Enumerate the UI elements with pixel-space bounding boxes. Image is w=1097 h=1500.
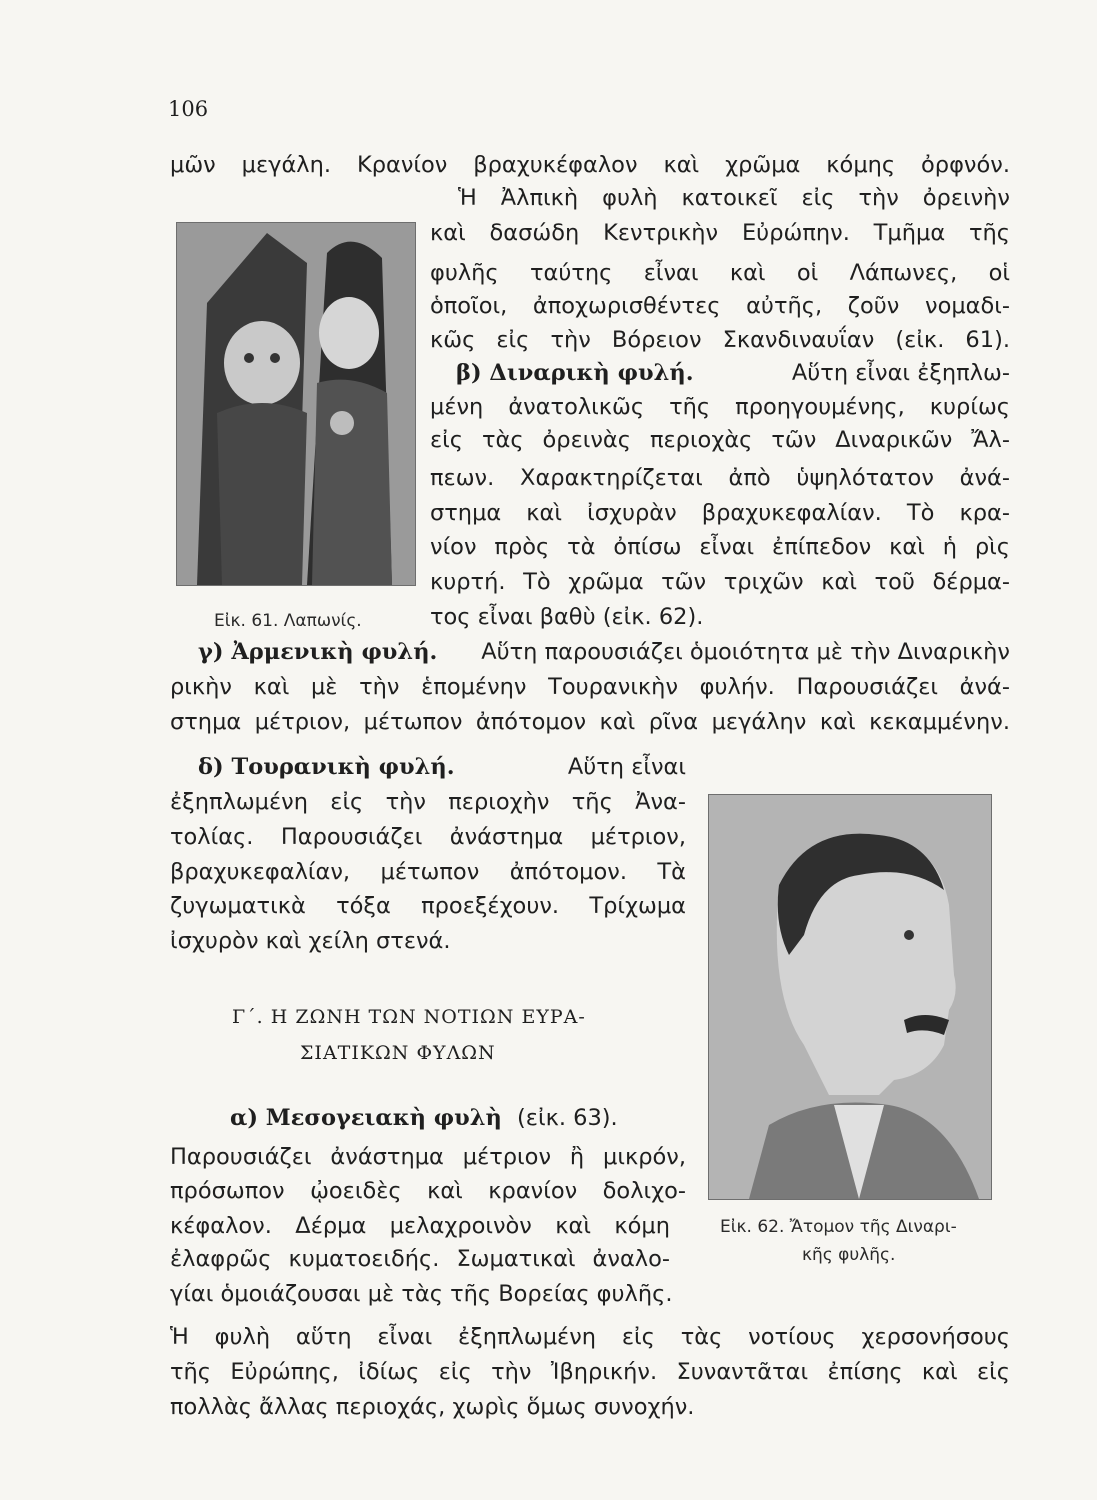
text-line: κῶς εἰς τὴν Βόρειον Σκανδιναυΐαν (εἰκ. 61). [430, 327, 1010, 353]
page-number: 106 [168, 97, 209, 121]
lapp-figures-photo-icon [177, 223, 415, 585]
text-fragment: Αὕτη εἶναι [567, 754, 686, 780]
figure-62-caption-line1: Εἰκ. 62. Ἄτομον τῆς Διναρι- [720, 1217, 957, 1237]
section-gamma-title: γ) Ἀρμενικὴ φυλή. [198, 639, 438, 665]
text-line: τολίας. Παρουσιάζει ἀνάστημα μέτριον, [170, 824, 686, 850]
text-line: Παρουσιάζει ἀνάστημα μέτριον ἢ μικρόν, [170, 1144, 686, 1170]
text-fragment: Αὕτη παρουσιάζει ὁμοιότητα μὲ τὴν Διναρικὴν [481, 639, 1010, 665]
section-alpha-title: α) Μεσογειακὴ φυλὴ [230, 1105, 502, 1131]
text-line: Ἡ Ἀλπικὴ φυλὴ κατοικεῖ εἰς τὴν ὀρεινὴν [458, 185, 1010, 211]
section-gamma-first-line [198, 637, 1010, 667]
text-line: μένη ἀνατολικῶς τῆς προηγουμένης, κυρίως [430, 394, 1010, 420]
text-line: τῆς Εὐρώπης, ἰδίως εἰς τὴν Ἰβηρικήν. Συναντᾶται ἐπίσης καὶ εἰς [170, 1359, 1010, 1385]
text-line: ἰσχυρὸν καὶ χείλη στενά. [170, 928, 451, 954]
section-alpha-first-line [230, 1103, 618, 1133]
text-line: κυρτή. Τὸ χρῶμα τῶν τριχῶν καὶ τοῦ δέρμα- [430, 569, 1010, 595]
text-line: στημα μέτριον, μέτωπον ἀπότομον καὶ ρῖνα μεγάλην καὶ κεκαμμένην. [170, 709, 1010, 735]
figure-61-caption: Εἰκ. 61. Λαπωνίς. [214, 611, 362, 631]
text-line: τος εἶναι βαθὺ (εἰκ. 62). [430, 604, 704, 630]
text-line: στημα καὶ ἰσχυρὰν βραχυκεφαλίαν. Τὸ κρα- [430, 500, 1010, 526]
text-line: Ἡ φυλὴ αὕτη εἶναι ἐξηπλωμένη εἰς τὰς νοτίους χερσονήσους [170, 1324, 1010, 1350]
text-fragment: Αὕτη εἶναι ἐξηπλω- [791, 360, 1010, 386]
text-line: εἰς τὰς ὀρεινὰς περιοχὰς τῶν Διναρικῶν Ἄλ- [430, 427, 1010, 453]
figure-62-photo [708, 794, 992, 1200]
section-beta-first-line [456, 358, 1010, 388]
text-line: μῶν μεγάλη. Κρανίον βραχυκέφαλον καὶ χρῶμα κόμης ὀρφνόν. [170, 152, 1010, 178]
figure-62-caption-line2: κῆς φυλῆς. [802, 1245, 896, 1265]
text-line: πρόσωπον ᾠοειδὲς καὶ κρανίον δολιχο- [170, 1178, 686, 1204]
text-line: φυλῆς ταύτης εἶναι καὶ οἱ Λάπωνες, οἱ [430, 260, 1010, 286]
text-line: βραχυκεφαλίαν, μέτωπον ἀπότομον. Τὰ [170, 859, 686, 885]
figure-61-photo [176, 222, 416, 586]
text-line: πεων. Χαρακτηρίζεται ἀπὸ ὑψηλότατον ἀνά- [430, 465, 1010, 491]
text-line: ρικὴν καὶ μὲ τὴν ἑπομένην Τουρανικὴν φυλήν. Παρουσιάζει ἀνά- [170, 674, 1010, 700]
section-delta-title: δ) Τουρανικὴ φυλή. [198, 754, 455, 780]
text-line: ζυγωματικὰ τόξα προεξέχουν. Τρίχωμα [170, 893, 686, 919]
text-line: νίον πρὸς τὰ ὀπίσω εἶναι ἐπίπεδον καὶ ἡ ρὶς [430, 534, 1010, 560]
man-profile-photo-icon [709, 795, 991, 1199]
text-fragment: (εἰκ. 63). [517, 1105, 618, 1131]
text-line: ὁποῖοι, ἀποχωρισθέντες αὐτῆς, ζοῦν νομαδι- [430, 293, 1010, 319]
section-heading-line1: Γ΄. Η ΖΩΝΗ ΤΩΝ ΝΟΤΙΩΝ ΕΥΡΑ- [232, 1006, 586, 1028]
section-delta-first-line [198, 752, 686, 782]
text-line: ἐξηπλωμένη εἰς τὴν περιοχὴν τῆς Ἀνα- [170, 789, 686, 815]
text-line: καὶ δασώδη Κεντρικὴν Εὐρώπην. Τμῆμα τῆς [430, 220, 1010, 246]
section-beta-title: β) Διναρικὴ φυλή. [456, 360, 694, 386]
text-line: ἐλαφρῶς κυματοειδής. Σωματικαὶ ἀναλο- [170, 1246, 670, 1272]
section-heading-line2: ΣΙΑΤΙΚΩΝ ΦΥΛΩΝ [300, 1042, 496, 1064]
text-line: πολλὰς ἄλλας περιοχάς, χωρὶς ὅμως συνοχήν. [170, 1394, 695, 1420]
text-line: γίαι ὁμοιάζουσαι μὲ τὰς τῆς Βορείας φυλῆς. [170, 1281, 673, 1307]
text-line: κέφαλον. Δέρμα μελαχροινὸν καὶ κόμη [170, 1213, 670, 1239]
